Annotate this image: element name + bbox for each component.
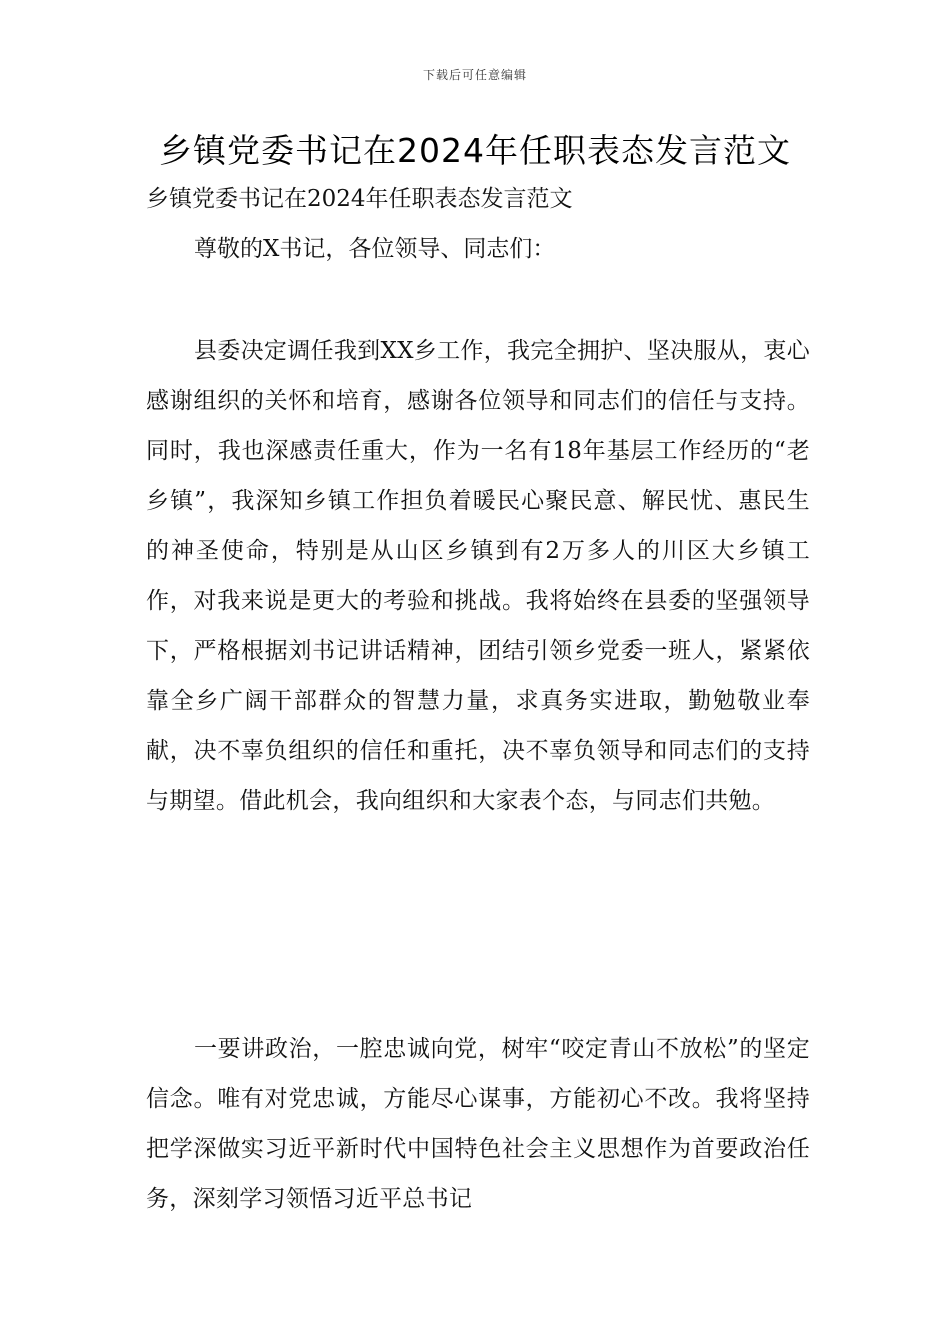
- header-note: 下载后可任意编辑: [422, 68, 527, 82]
- subtitle: 乡镇党委书记在2024年任职表态发言范文: [146, 186, 573, 212]
- page-title: 乡镇党委书记在2024年任职表态发言范文: [159, 131, 791, 170]
- body-paragraph: 县委决定调任我到XX乡工作，我完全拥护、坚决服从，衷心感谢组织的关怀和培育，感谢各位领导和同志们的信任与支持。同时，我也深感责任重大，作为一名有18年基层工作经历的“老乡镇”，我深知乡镇工作担负着暖民心聚民意、解民忧、惠民生的神圣使命，特别是从山区乡镇到有2万多人的川区大乡镇工作，对我来说是更大的考验和挑战。我将始终在县委的坚强领导下，严格根据刘书记讲话精神，团结引领乡党委一班人，紧紧依靠全乡广阔干部群众的智慧力量，求真务实进取，勤勉敬业奉献，决不辜负组织的信任和重托，决不辜负领导和同志们的支持与期望。借此机会，我向组织和大家表个态，与同志们共勉。: [146, 338, 810, 814]
- salutation: 尊敬的X书记，各位领导、同志们：: [194, 236, 556, 262]
- body-paragraph: 一要讲政治，一腔忠诚向党，树牢“咬定青山不放松”的坚定信念。唯有对党忠诚，方能尽心谋事，方能初心不改。我将坚持把学深做实习近平新时代中国特色社会主义思想作为首要政治任务，深刻学习领悟习近平总书记: [146, 1036, 810, 1212]
